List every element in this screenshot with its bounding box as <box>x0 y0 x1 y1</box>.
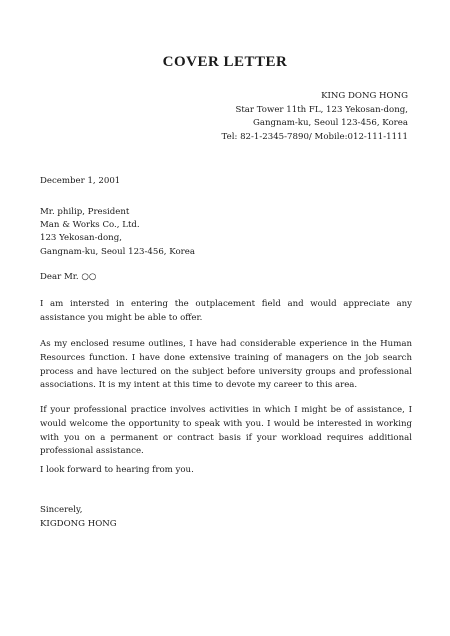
sender-block <box>222 90 408 144</box>
body-paragraph-3: If your professional practice involves activities in which I might be of assistance, I would welcome the opportunity to speak with you. I would be interested in working with you on a permanent or contract basis if your workload requires additional professional assistance. <box>40 405 412 457</box>
signature-name: KIGDONG HONG <box>40 519 117 529</box>
recipient-line-3: 123 Yekosan-dong, <box>40 233 122 244</box>
salutation: Dear Mr. ○○ <box>40 272 97 282</box>
recipient-line-1: Mr. philip, President <box>40 207 130 217</box>
sender-address-line-2: Gangnam-ku, Seoul 123-456, Korea <box>253 118 408 129</box>
closing-block <box>40 503 117 531</box>
sender-address-line-1: Star Tower 11th FL, 123 Yekosan-dong, <box>235 104 408 115</box>
recipient-line-2: Man & Works Co., Ltd. <box>40 220 140 231</box>
body-paragraph-2: As my enclosed resume outlines, I have had considerable experience in the Human Resources function. I have done extensive training of managers on the job search process and have lectured on the subject before university groups and professional associations. It is my intent at this time to devote my career to this area. <box>40 339 412 391</box>
recipient-line-4: Gangnam-ku, Seoul 123-456, Korea <box>40 246 195 257</box>
document-title: COVER LETTER <box>162 54 288 70</box>
body-paragraph-1: I am intersted in entering the outplacement field and would appreciate any assistance you might be able to offer. <box>40 299 412 323</box>
sender-contact: Tel: 82-1-2345-7890/ Mobile:012-111-1111 <box>221 131 408 142</box>
letter-date: December 1, 2001 <box>40 176 121 186</box>
body-paragraph-4: I look forward to hearing from you. <box>40 465 194 475</box>
recipient-block <box>40 206 195 259</box>
valediction: Sincerely, <box>40 505 83 515</box>
sender-name: KING DONG HONG <box>321 91 408 101</box>
